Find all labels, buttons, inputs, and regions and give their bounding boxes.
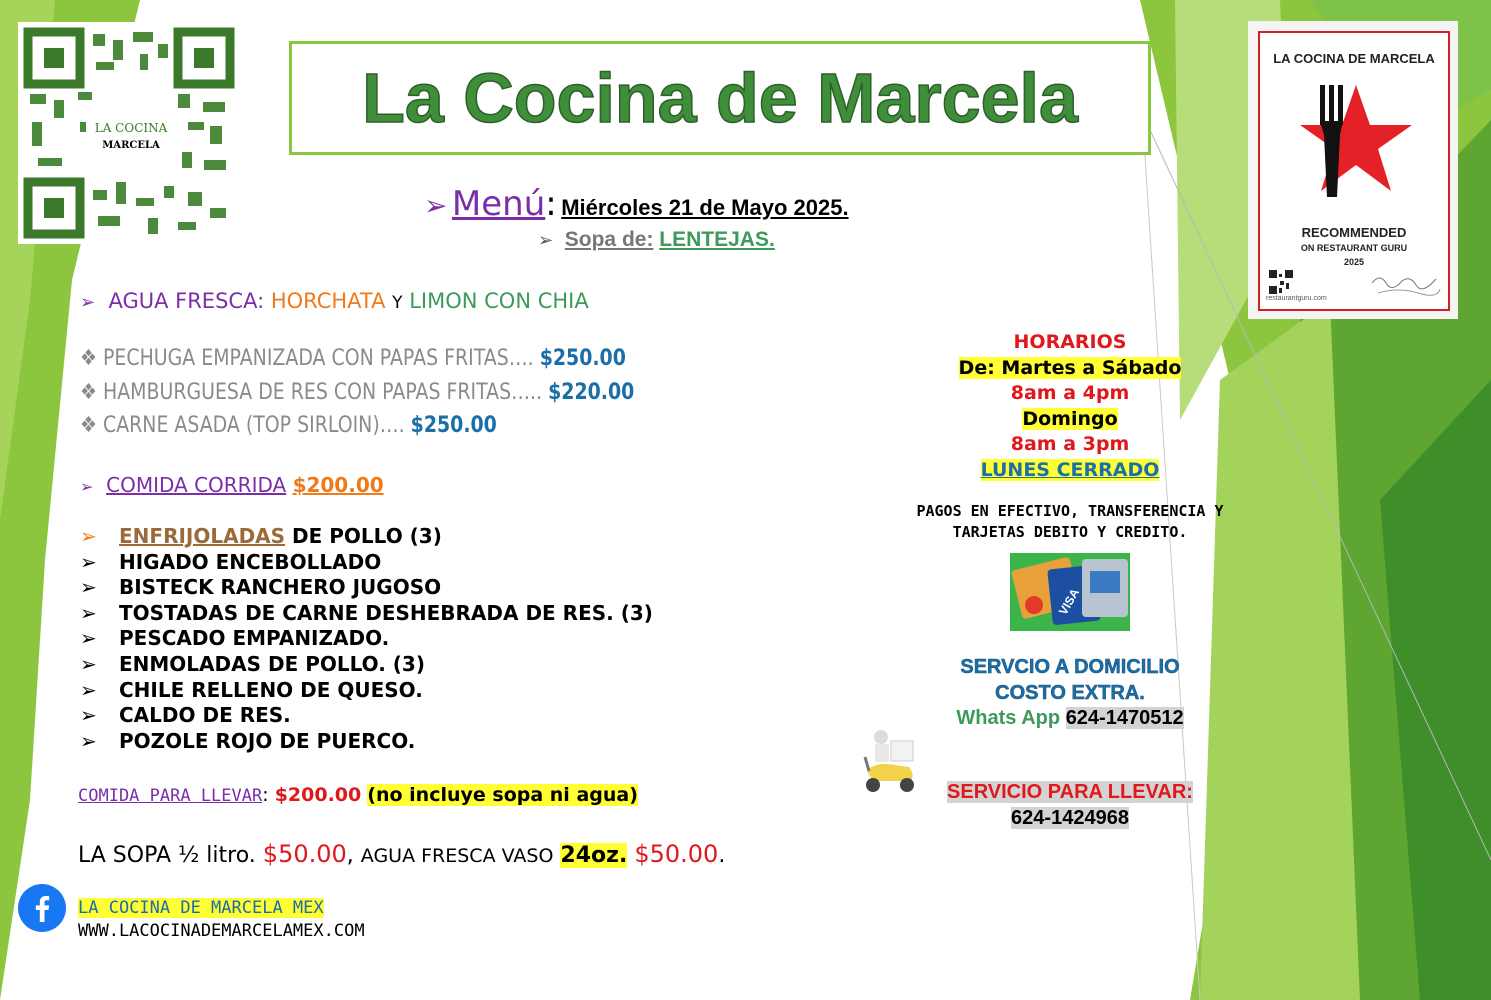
extras-sopa-price: $50.00: [262, 840, 347, 868]
credit-cards-image: [1010, 553, 1130, 631]
horarios-title: HORARIOS: [1013, 331, 1127, 353]
badge-qr-icon: [1268, 269, 1294, 295]
badge-frame: [1258, 31, 1450, 311]
extras-agua-label: AGUA FRESCA VASO: [360, 845, 554, 867]
comida-para-llevar-line: [78, 784, 638, 806]
horarios-closed: LUNES CERRADO: [980, 458, 1160, 481]
plate-item: [80, 346, 626, 371]
extras-end: .: [718, 843, 726, 868]
badge-restaurant-name: LA COCINA DE MARCELA: [1273, 51, 1435, 66]
servicio-line-1: SERVCIO A DOMICILIO: [960, 656, 1180, 678]
corrida-price: $200.00: [292, 473, 384, 497]
horarios-block: [930, 330, 1210, 483]
servicio-para-llevar-block: [930, 780, 1210, 831]
pagos-line-1: PAGOS EN EFECTIVO, TRANSFERENCIA Y: [916, 502, 1224, 520]
arrow-bullet-icon: ➢: [80, 651, 97, 676]
dish-name: DE POLLO (3): [292, 524, 442, 548]
plate-price: $220.00: [548, 380, 635, 405]
arrow-bullet-icon: ➢: [80, 728, 97, 753]
agua-flavor-1: HORCHATA: [270, 289, 386, 313]
plate-item: [80, 380, 634, 405]
menu-date-line: [424, 184, 849, 224]
plate-price: $250.00: [410, 413, 497, 438]
facebook-page-link[interactable]: LA COCINA DE MARCELA MEX: [78, 898, 324, 918]
agua-conj: Y: [392, 293, 403, 313]
dish-name: PESCADO EMPANIZADO.: [119, 626, 390, 651]
arrow-bullet-icon: ➢: [80, 626, 97, 651]
menu-colon: :: [545, 184, 557, 224]
plate-price: $250.00: [539, 346, 626, 371]
list-item: [80, 678, 653, 704]
badge-signature: [1368, 269, 1444, 299]
dish-name: ENMOLADAS DE POLLO. (3): [119, 651, 425, 676]
diamond-bullet-icon: ❖: [80, 413, 97, 438]
comida-corrida-line: [80, 473, 384, 497]
pagos-line-2: TARJETAS DEBITO Y CREDITO.: [952, 523, 1188, 541]
dish-name: BISTECK RANCHERO JUGOSO: [119, 575, 442, 600]
whatsapp-number[interactable]: 624-1470512: [1065, 707, 1184, 729]
diamond-bullet-icon: ❖: [80, 380, 97, 405]
page-title: La Cocina de Marcela: [362, 59, 1078, 137]
qr-brand-line1: LA COCINA: [94, 121, 168, 135]
facebook-icon[interactable]: [18, 884, 66, 932]
badge-url: restaurantguru.com: [1266, 295, 1327, 302]
diamond-bullet-icon: ❖: [80, 346, 97, 371]
list-item: [80, 703, 653, 729]
agua-flavor-2: LIMON CON CHIA: [409, 289, 589, 313]
list-item: [80, 652, 653, 678]
servicio-domicilio-block: [880, 655, 1260, 732]
extras-line: [78, 840, 725, 868]
list-item: [80, 575, 653, 601]
dish-name: HIGADO ENCEBOLLADO: [119, 549, 382, 574]
title-box: [289, 41, 1151, 155]
list-item: [80, 626, 653, 652]
extras-agua-size: 24oz.: [560, 843, 628, 868]
corrida-label: COMIDA CORRIDA: [106, 473, 287, 497]
badge-recommended: RECOMMENDED: [1301, 225, 1407, 240]
qr-brand-line2: MARCELA: [102, 140, 160, 151]
arrow-bullet-icon: ➢: [80, 677, 97, 702]
arrow-bullet-icon: ➢: [80, 703, 97, 728]
delivery-scooter-icon: [855, 727, 921, 797]
arrow-bullet-icon: ➢: [80, 292, 96, 313]
dish-name: CALDO DE RES.: [119, 703, 291, 728]
cards-visa-label: VISA: [1055, 586, 1083, 618]
dish-name: CHILE RELLENO DE QUESO.: [119, 677, 423, 702]
arrow-bullet-icon: ➢: [80, 477, 94, 496]
arrow-bullet-icon: ➢: [538, 230, 554, 250]
extras-agua-price: $50.00: [634, 840, 719, 868]
arrow-bullet-icon: ➢: [80, 549, 97, 574]
llevar-price: $200.00: [274, 784, 362, 806]
dish-name: TOSTADAS DE CARNE DESHEBRADA DE RES. (3): [119, 600, 653, 625]
fork-star-icon: [1296, 81, 1416, 199]
plate-name: HAMBURGUESA DE RES CON PAPAS FRITAS…..: [102, 380, 543, 405]
horarios-days-1: De: Martes a Sábado: [958, 356, 1182, 379]
agua-label: AGUA FRESCA:: [108, 289, 265, 313]
menu-label: Menú: [451, 184, 546, 224]
llevar-note: (no incluye sopa ni agua): [367, 784, 638, 806]
dish-highlight: ENFRIJOLADAS: [119, 524, 286, 548]
arrow-bullet-icon: ➢: [80, 575, 97, 600]
badge-year: 2025: [1343, 257, 1365, 267]
arrow-bullet-icon: ➢: [424, 190, 448, 221]
llevar-colon: :: [262, 784, 269, 806]
sopa-value: LENTEJAS.: [659, 228, 775, 251]
list-item: [80, 601, 653, 627]
whatsapp-label: Whats App: [956, 707, 1061, 729]
servicio-llevar-number[interactable]: 624-1424968: [1011, 806, 1129, 829]
extras-sopa-label: LA SOPA ½ litro.: [78, 843, 256, 868]
agua-fresca-line: [80, 289, 589, 313]
plate-name: PECHUGA EMPANIZADA CON PAPAS FRITAS….: [102, 346, 534, 371]
horarios-hours-1: 8am a 4pm: [1010, 382, 1130, 404]
qr-code-image: [18, 22, 240, 244]
sopa-label: Sopa de:: [564, 228, 654, 251]
plate-item: [80, 413, 497, 438]
dish-list: [80, 524, 653, 754]
qr-code[interactable]: [18, 22, 240, 244]
plate-name: CARNE ASADA (TOP SIRLOIN)….: [102, 413, 405, 438]
list-item: [80, 524, 653, 550]
servicio-line-2: COSTO EXTRA.: [995, 681, 1145, 704]
arrow-bullet-icon: ➢: [80, 524, 97, 548]
servicio-llevar-label: SERVICIO PARA LLEVAR:: [947, 781, 1193, 803]
restaurant-guru-badge: [1248, 21, 1458, 319]
llevar-label: COMIDA PARA LLEVAR: [78, 786, 263, 806]
list-item: [80, 729, 653, 755]
horarios-hours-2: 8am a 3pm: [1010, 433, 1130, 455]
pagos-block: [870, 501, 1270, 543]
badge-on: ON RESTAURANT GURU: [1300, 243, 1408, 253]
arrow-bullet-icon: ➢: [80, 600, 97, 625]
menu-date: Miércoles 21 de Mayo 2025.: [561, 195, 849, 220]
sopa-line: [538, 228, 775, 252]
horarios-days-2: Domingo: [1022, 407, 1118, 430]
extras-comma: ,: [346, 843, 354, 868]
list-item: [80, 550, 653, 576]
dish-name: POZOLE ROJO DE PUERCO.: [119, 728, 416, 753]
website-link[interactable]: WWW.LACOCINADEMARCELAMEX.COM: [78, 921, 365, 941]
